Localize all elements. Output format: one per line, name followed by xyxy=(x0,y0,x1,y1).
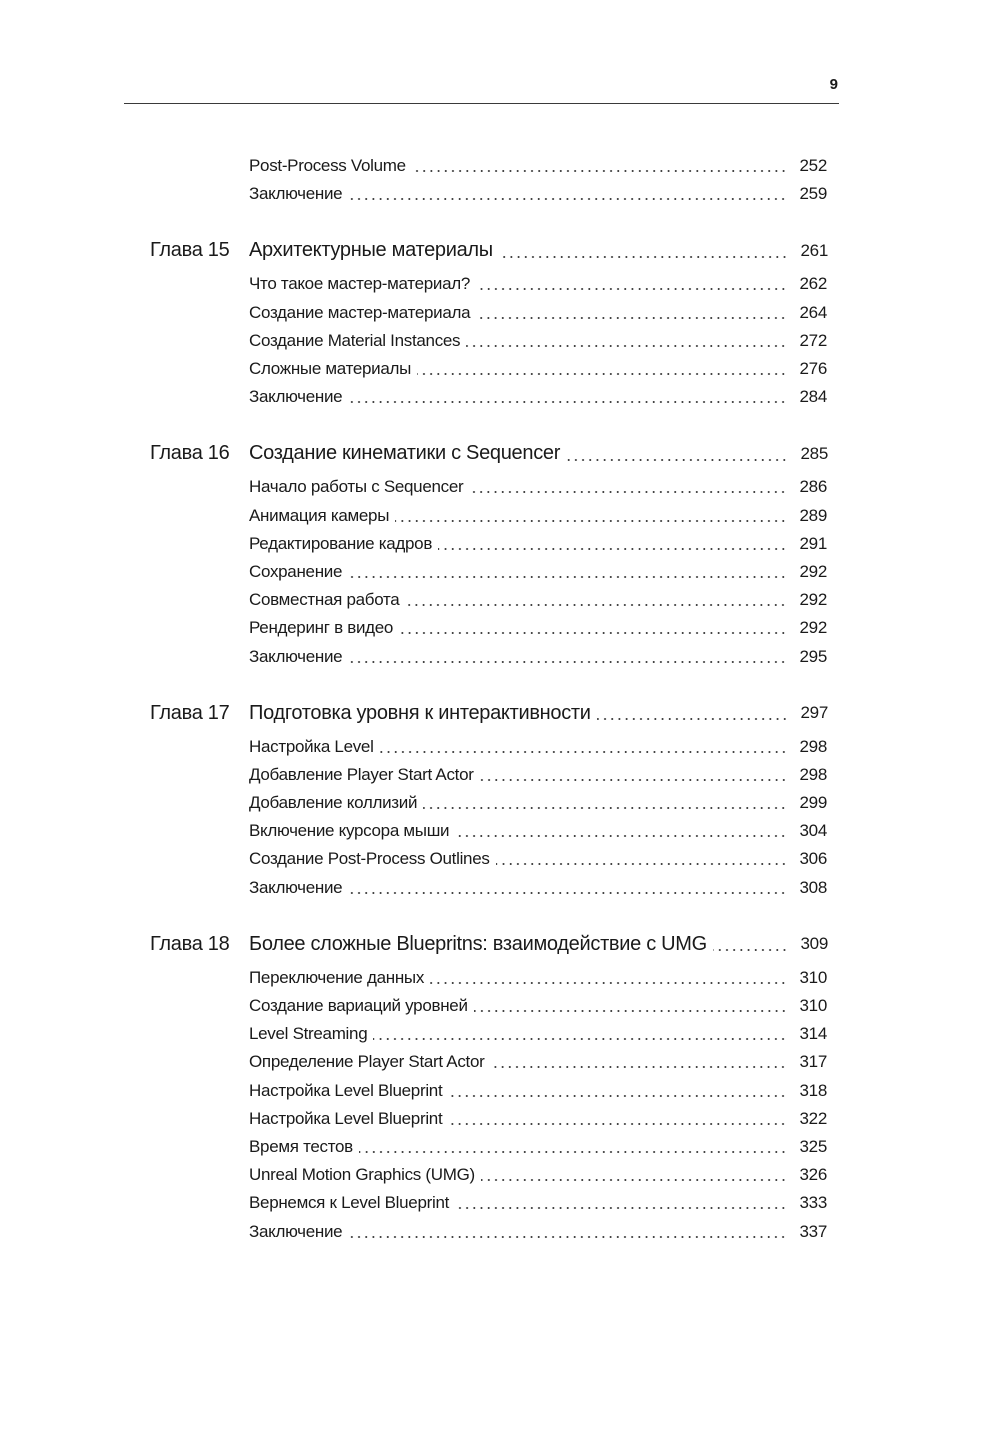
toc-entry-title: Переключение данных xyxy=(249,967,425,987)
toc-entry-page: 317 xyxy=(799,1052,827,1072)
toc-entry[interactable] xyxy=(249,761,827,789)
dot-leader xyxy=(476,288,787,290)
toc-entry-page: 299 xyxy=(799,793,827,813)
dot-leader xyxy=(348,198,787,200)
toc-entry[interactable] xyxy=(249,355,827,383)
dot-leader xyxy=(476,317,787,319)
chapter-heading[interactable] xyxy=(150,697,828,730)
toc-entry-title: Редактирование кадров xyxy=(249,533,433,553)
toc-entry-title: Создание вариаций уровней xyxy=(249,996,468,1016)
dot-leader xyxy=(448,1095,787,1097)
toc-entry-title: Сохранение xyxy=(249,561,343,581)
toc-entry-title: Post-Process Volume xyxy=(249,156,406,176)
dot-leader xyxy=(430,982,787,984)
toc-entry-page: 259 xyxy=(799,184,827,204)
dot-leader xyxy=(490,1066,787,1068)
toc-entry-title: Создание мастер-материала xyxy=(249,302,471,322)
dot-leader xyxy=(466,345,787,347)
chapter-title: Более сложные Bluepritns: взаимодействие с UMG xyxy=(249,932,707,955)
chapter-page: 297 xyxy=(800,703,828,723)
toc-entry-page: 291 xyxy=(799,533,827,553)
toc-entry[interactable] xyxy=(249,1161,827,1189)
toc-entry-page: 292 xyxy=(799,561,827,581)
dot-leader xyxy=(348,892,787,894)
chapter-label: Глава 16 xyxy=(150,442,230,465)
chapter-heading[interactable] xyxy=(150,928,828,961)
toc-entry[interactable] xyxy=(249,1133,827,1161)
dot-leader xyxy=(348,1236,787,1238)
chapter-page: 285 xyxy=(800,443,828,463)
toc-entry-title: Определение Player Start Actor xyxy=(249,1052,485,1072)
toc-entry-title: Рендеринг в видео xyxy=(249,618,394,638)
toc-entry-page: 308 xyxy=(799,877,827,897)
toc-entry-page: 310 xyxy=(799,996,827,1016)
toc-entry[interactable] xyxy=(249,789,827,817)
dot-leader xyxy=(474,1010,787,1012)
toc-entry[interactable] xyxy=(249,1189,827,1217)
dot-leader xyxy=(423,807,787,809)
toc-entry-page: 284 xyxy=(799,387,827,407)
chapter-heading[interactable] xyxy=(150,437,828,470)
toc-entry[interactable] xyxy=(249,586,827,614)
dot-leader xyxy=(348,576,787,578)
toc-entry-page: 252 xyxy=(799,156,827,176)
toc-entry[interactable] xyxy=(249,1217,827,1245)
toc-entry-page: 314 xyxy=(799,1024,827,1044)
toc-entry[interactable] xyxy=(249,964,827,992)
toc-entry-title: Заключение xyxy=(249,646,343,666)
dot-leader xyxy=(373,1038,787,1040)
toc-entry-title: Добавление коллизий xyxy=(249,793,418,813)
dot-leader xyxy=(405,604,787,606)
toc-entry-page: 310 xyxy=(799,967,827,987)
dot-leader xyxy=(480,779,787,781)
toc-entry[interactable] xyxy=(249,1020,827,1048)
chapter-page: 309 xyxy=(800,934,828,954)
chapter-title: Создание кинематики с Sequencer xyxy=(249,442,561,465)
toc-entry-title: Настройка Level xyxy=(249,736,374,756)
toc-entry[interactable] xyxy=(249,473,827,501)
toc-entry-page: 289 xyxy=(799,505,827,525)
page-number: 9 xyxy=(829,76,838,93)
toc-entry[interactable] xyxy=(249,270,827,298)
toc-entry-title: Заключение xyxy=(249,877,343,897)
toc-entry-title: Время тестов xyxy=(249,1136,353,1156)
toc-entry-page: 298 xyxy=(799,764,827,784)
toc-entry[interactable] xyxy=(249,299,827,327)
toc-entry[interactable] xyxy=(249,383,827,411)
toc-entry[interactable] xyxy=(249,733,827,761)
toc-entry[interactable] xyxy=(249,614,827,642)
toc-entry-title: Вернемся к Level Blueprint xyxy=(249,1193,450,1213)
header-rule xyxy=(124,103,839,104)
chapter-heading[interactable] xyxy=(150,234,828,267)
toc-entry-title: Совместная работа xyxy=(249,590,400,610)
toc-entry-title: Анимация камеры xyxy=(249,505,390,525)
toc-entry[interactable] xyxy=(249,874,827,902)
toc-entry-title: Заключение xyxy=(249,184,343,204)
toc-entry-title: Сложные материалы xyxy=(249,359,412,379)
toc-entry-title: Создание Material Instances xyxy=(249,330,461,350)
chapter-title: Архитектурные материалы xyxy=(249,239,493,262)
dot-leader xyxy=(597,718,788,720)
toc-entry-page: 292 xyxy=(799,618,827,638)
chapter-page: 261 xyxy=(800,240,828,260)
toc-entry-title: Level Streaming xyxy=(249,1024,368,1044)
toc-entry[interactable] xyxy=(249,1105,827,1133)
dot-leader xyxy=(469,491,787,493)
dot-leader xyxy=(438,548,787,550)
dot-leader xyxy=(455,835,787,837)
toc-entry-page: 264 xyxy=(799,302,827,322)
toc-entry-page: 325 xyxy=(799,1136,827,1156)
toc-entry-page: 272 xyxy=(799,330,827,350)
dot-leader xyxy=(395,520,787,522)
toc-entry[interactable] xyxy=(249,502,827,530)
dot-leader xyxy=(481,1179,787,1181)
toc-entry-page: 292 xyxy=(799,590,827,610)
toc-entry-title: Начало работы с Sequencer xyxy=(249,477,464,497)
chapter-label: Глава 18 xyxy=(150,932,230,955)
toc-entry-page: 322 xyxy=(799,1108,827,1128)
toc-entry-page: 326 xyxy=(799,1165,827,1185)
dot-leader xyxy=(566,459,788,461)
dot-leader xyxy=(380,751,787,753)
toc-entry-title: Настройка Level Blueprint xyxy=(249,1080,443,1100)
toc-entry[interactable] xyxy=(249,530,827,558)
toc-entry-title: Добавление Player Start Actor xyxy=(249,764,474,784)
toc-entry-page: 306 xyxy=(799,849,827,869)
dot-leader xyxy=(713,949,788,951)
dot-leader xyxy=(448,1123,787,1125)
dot-leader xyxy=(348,401,787,403)
dot-leader xyxy=(455,1207,787,1209)
toc-entry-title: Включение курсора мыши xyxy=(249,821,450,841)
toc-entry-page: 295 xyxy=(799,646,827,666)
toc-entry-title: Заключение xyxy=(249,387,343,407)
table-of-contents xyxy=(0,152,986,1246)
toc-entry[interactable] xyxy=(249,327,827,355)
toc-entry-title: Что такое мастер-материал? xyxy=(249,274,471,294)
dot-leader xyxy=(359,1151,787,1153)
dot-leader xyxy=(496,863,787,865)
chapter-title: Подготовка уровня к интерактивности xyxy=(249,701,591,724)
toc-entry[interactable] xyxy=(249,1077,827,1105)
toc-entry-page: 262 xyxy=(799,274,827,294)
toc-entry-page: 318 xyxy=(799,1080,827,1100)
dot-leader xyxy=(399,632,787,634)
toc-entry[interactable] xyxy=(249,1048,827,1076)
toc-entry[interactable] xyxy=(249,558,827,586)
toc-entry-page: 304 xyxy=(799,821,827,841)
toc-entry-page: 337 xyxy=(799,1221,827,1241)
toc-entry[interactable] xyxy=(249,152,827,180)
dot-leader xyxy=(348,661,787,663)
dot-leader xyxy=(499,256,788,258)
toc-entry-page: 333 xyxy=(799,1193,827,1213)
toc-entry[interactable] xyxy=(249,817,827,845)
chapter-label: Глава 17 xyxy=(150,701,230,724)
toc-entry-page: 298 xyxy=(799,736,827,756)
toc-entry-title: Unreal Motion Graphics (UMG) xyxy=(249,1165,475,1185)
toc-entry[interactable] xyxy=(249,642,827,670)
toc-entry[interactable] xyxy=(249,992,827,1020)
chapter-label: Глава 15 xyxy=(150,239,230,262)
dot-leader xyxy=(412,170,787,172)
toc-entry-title: Создание Post-Process Outlines xyxy=(249,849,490,869)
toc-entry[interactable] xyxy=(249,845,827,873)
toc-entry-title: Настройка Level Blueprint xyxy=(249,1108,443,1128)
dot-leader xyxy=(417,373,787,375)
toc-entry-page: 276 xyxy=(799,359,827,379)
toc-entry[interactable] xyxy=(249,180,827,208)
toc-entry-title: Заключение xyxy=(249,1221,343,1241)
toc-entry-page: 286 xyxy=(799,477,827,497)
